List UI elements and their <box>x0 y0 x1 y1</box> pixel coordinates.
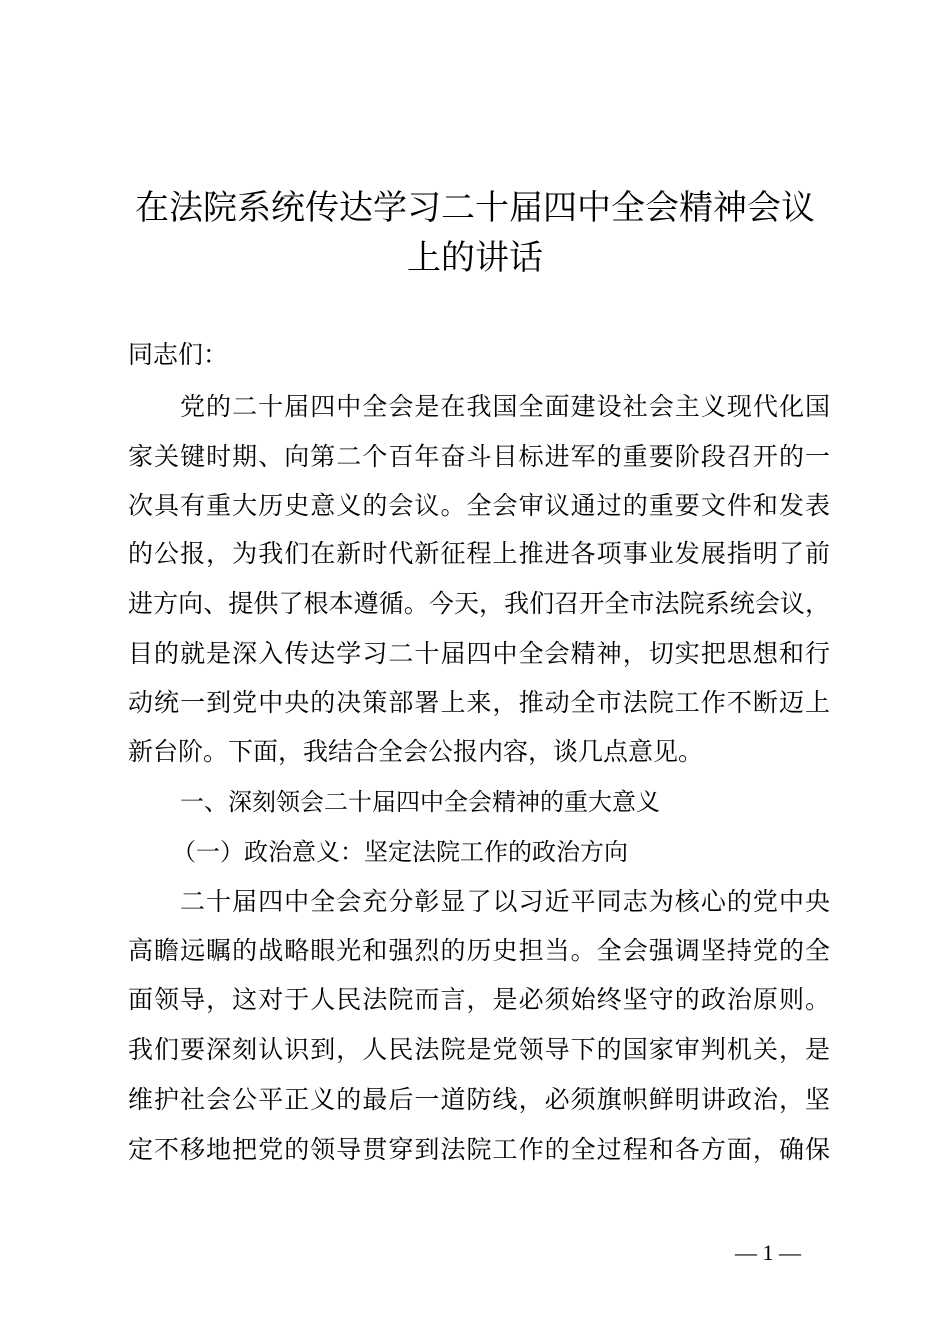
document-title-line-1: 在法院系统传达学习二十届四中全会精神会议 <box>135 188 815 228</box>
para2-line: 二十届四中全会充分彰显了以习近平同志为核心的党中央 <box>180 887 830 916</box>
para1-line: 次具有重大历史意义的会议。全会审议通过的重要文件和发表 <box>128 491 830 520</box>
para2-line: 我们要深刻认识到，人民法院是党领导下的国家审判机关，是 <box>128 1035 830 1064</box>
subsection-heading-1-1: （一）政治意义：坚定法院工作的政治方向 <box>172 838 628 866</box>
para2-line: 面领导，这对于人民法院而言，是必须始终坚守的政治原则。 <box>128 985 830 1014</box>
para2-line: 维护社会公平正义的最后一道防线，必须旗帜鲜明讲政治，坚 <box>128 1085 830 1114</box>
para1-line: 目的就是深入传达学习二十届四中全会精神，切实把思想和行 <box>128 639 830 668</box>
para2-line: 高瞻远瞩的战略眼光和强烈的历史担当。全会强调坚持党的全 <box>128 936 830 965</box>
para1-line: 家关键时期、向第二个百年奋斗目标进军的重要阶段召开的一 <box>128 442 830 471</box>
para1-line: 进方向、提供了根本遵循。今天，我们召开全市法院系统会议， <box>128 589 830 618</box>
para1-line: 动统一到党中央的决策部署上来，推动全市法院工作不断迈上 <box>128 688 830 717</box>
para1-line: 新台阶。下面，我结合全会公报内容，谈几点意见。 <box>128 737 704 766</box>
para2-line: 定不移地把党的领导贯穿到法院工作的全过程和各方面，确保 <box>128 1135 830 1164</box>
salutation: 同志们： <box>128 340 229 369</box>
page-number: — 1 — <box>735 1240 801 1265</box>
document-title-line-2: 上的讲话 <box>407 238 543 278</box>
para1-line: 党的二十届四中全会是在我国全面建设社会主义现代化国 <box>180 392 830 421</box>
para1-line: 的公报，为我们在新时代新征程上推进各项事业发展指明了前 <box>128 539 830 568</box>
section-heading-1: 一、深刻领会二十届四中全会精神的重大意义 <box>180 788 660 816</box>
